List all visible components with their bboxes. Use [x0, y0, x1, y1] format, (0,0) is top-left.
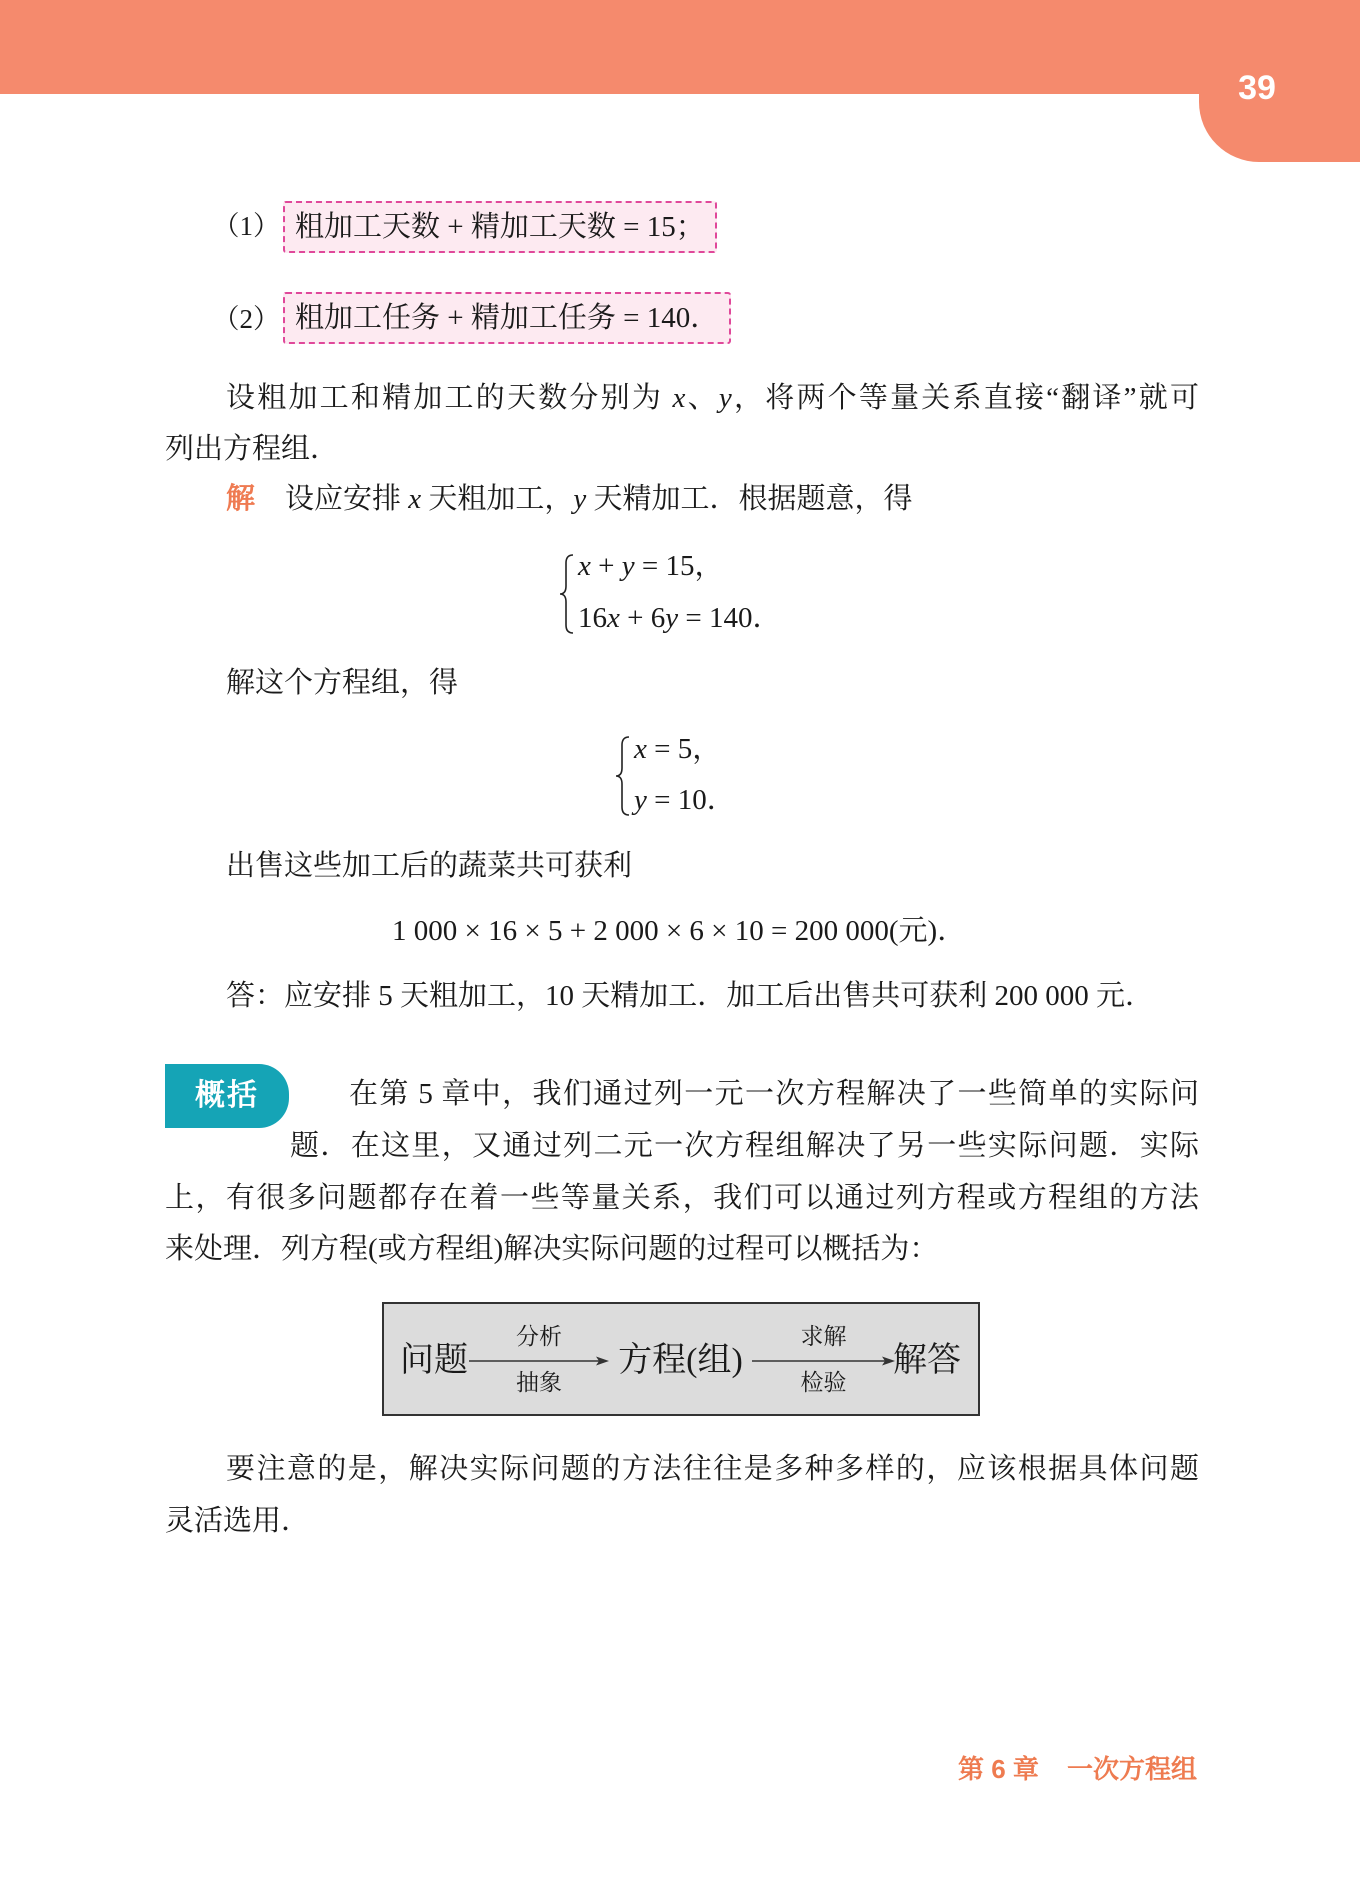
equation-text: = 10． [646, 784, 736, 816]
flow-node-answer: 解答 [893, 1342, 961, 1379]
solve-text: 解这个方程组，得 [226, 667, 459, 699]
intro-text: 、 [685, 382, 719, 414]
solution-marker: 解 [226, 483, 256, 515]
variable-y: y [665, 602, 679, 634]
equation-text: = 5， [646, 733, 722, 765]
summary-line-3: 上，有很多问题都存在着一些等量关系，我们可以通过列方程或方程组的方法 [165, 1182, 1199, 1214]
flow-label-abstract: 抽象 [516, 1370, 562, 1395]
process-flowchart [382, 1302, 980, 1416]
note-line-1: 要注意的是，解决实际问题的方法往往是多种多样的，应该根据具体问题 [226, 1453, 1199, 1485]
page-number: 39 [1238, 69, 1276, 107]
variable-x: x [672, 382, 686, 414]
relation-label-1: （1） [212, 211, 280, 241]
variable-y: y [573, 483, 587, 515]
setup-text: 天精加工．根据题意，得 [586, 483, 913, 515]
summary-line-2: 题．在这里，又通过列二元一次方程组解决了另一些实际问题．实际 [290, 1130, 1199, 1162]
intro-text: ，将两个等量关系直接“翻译”就可 [731, 382, 1199, 414]
setup-text: 天粗加工， [421, 483, 574, 515]
variable-x: x [578, 550, 591, 582]
intro-line-2: 列出方程组． [165, 433, 340, 465]
equation-text: + [590, 550, 622, 582]
flow-label-analyze: 分析 [516, 1324, 562, 1349]
variable-y: y [621, 550, 635, 582]
left-brace-icon [615, 735, 631, 817]
flow-label-solve: 求解 [800, 1324, 847, 1349]
footer-chapter: 第 6 章 [958, 1754, 1039, 1784]
system2-equation-2 [634, 780, 736, 820]
equation-text: = 140． [678, 602, 782, 634]
relation-box-2: 粗加工任务 + 精加工任务 = 140． [283, 292, 731, 344]
equation-text: = 15， [634, 550, 724, 582]
summary-badge: 概括 [165, 1064, 289, 1128]
equation-text: 16 [578, 602, 607, 634]
profit-text: 出售这些加工后的蔬菜共可获利 [226, 850, 633, 882]
profit-calculation: 1 000 × 16 × 5 + 2 000 × 6 × 10 = 200 000(元)． [392, 915, 967, 947]
summary-line-1: 在第 5 章中，我们通过列一元一次方程解决了一些简单的实际问 [349, 1078, 1199, 1110]
arrow-right-icon [469, 1353, 609, 1369]
system2-equation-1 [634, 729, 721, 769]
variable-x: x [408, 483, 422, 515]
equation-text: + 6 [619, 602, 666, 634]
footer-chapter-title: 一次方程组 [1067, 1754, 1198, 1784]
header-band [0, 0, 1360, 94]
answer-text: 答：应安排 5 天粗加工，10 天精加工．加工后出售共可获利 200 000 元． [226, 980, 1155, 1012]
variable-x: x [607, 602, 620, 634]
relation-label-2: （2） [212, 304, 280, 334]
summary-line-4: 来处理．列方程(或方程组)解决实际问题的过程可以概括为： [165, 1233, 939, 1265]
note-line-2: 灵活选用． [165, 1505, 311, 1537]
arrow-right-icon [752, 1353, 895, 1369]
relation-box-1: 粗加工天数 + 精加工天数 = 15； [283, 201, 717, 253]
flow-label-verify: 检验 [800, 1370, 847, 1395]
variable-y: y [718, 382, 732, 414]
flow-node-problem: 问题 [400, 1342, 468, 1379]
solution-setup [285, 479, 913, 519]
left-brace-icon [559, 553, 575, 635]
flow-node-equation: 方程(组) [618, 1342, 743, 1379]
variable-y: y [634, 784, 647, 816]
intro-text: 设粗加工和精加工的天数分别为 [226, 382, 673, 414]
system1-equation-1 [578, 546, 723, 586]
system1-equation-2 [578, 598, 781, 638]
setup-text: 设应安排 [285, 483, 409, 515]
intro-line-1 [226, 378, 1199, 418]
variable-x: x [634, 733, 647, 765]
